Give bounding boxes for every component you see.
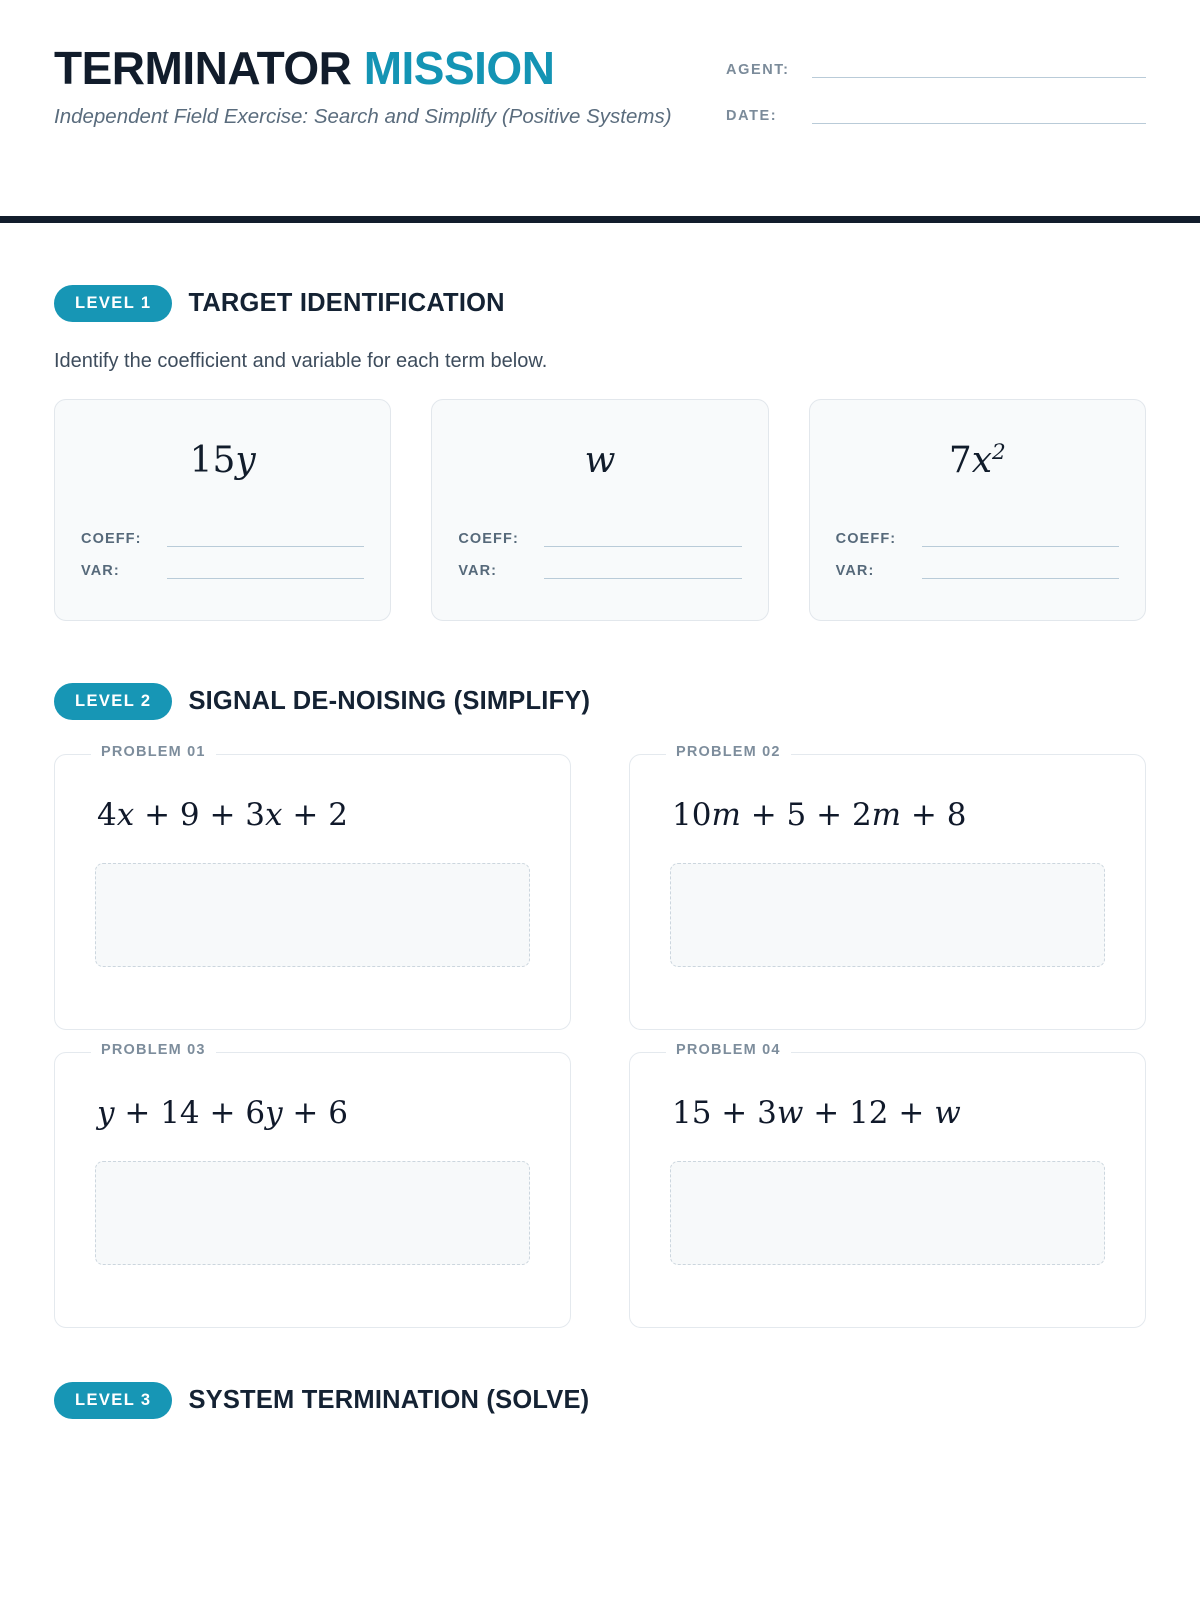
agent-input[interactable] xyxy=(812,58,1146,78)
title-main: TERMINATOR xyxy=(54,42,352,94)
var-label: VAR: xyxy=(835,563,875,579)
problem-expression: 10m + 5 + 2m + 8 xyxy=(672,797,967,833)
problem-legend: PROBLEM 03 xyxy=(91,1042,216,1058)
level1-badge: LEVEL 1 xyxy=(54,285,172,322)
brand-block xyxy=(54,44,672,132)
var-label: VAR: xyxy=(81,563,120,579)
page-header xyxy=(54,0,1146,150)
level3-header xyxy=(54,1382,1146,1419)
level2-header xyxy=(54,683,1146,720)
level2-problem-grid xyxy=(54,744,1146,1328)
problem-legend: PROBLEM 01 xyxy=(91,744,216,760)
var-field-row xyxy=(81,561,364,579)
date-field-row xyxy=(726,104,1146,124)
answer-input[interactable] xyxy=(95,863,530,967)
term-expression: $7x^2$ xyxy=(948,440,1006,481)
level1-term-row xyxy=(54,399,1146,621)
problem-expression: 15 + 3w + 12 + w xyxy=(672,1095,961,1131)
problem-legend: PROBLEM 02 xyxy=(666,744,791,760)
problem-card xyxy=(629,744,1146,1030)
term-card xyxy=(809,399,1146,621)
answer-input[interactable] xyxy=(670,863,1105,967)
coeff-label: COEFF: xyxy=(458,531,519,547)
var-field-row xyxy=(836,561,1119,579)
agent-field-row xyxy=(726,58,1146,78)
level1-title: TARGET IDENTIFICATION xyxy=(188,289,505,317)
problem-card xyxy=(54,1042,571,1328)
coeff-input[interactable] xyxy=(167,529,364,547)
var-label: VAR: xyxy=(458,563,498,579)
term-expression: w xyxy=(584,440,616,481)
coeff-field-row xyxy=(458,529,741,547)
term-expression: 15y xyxy=(189,440,256,481)
date-label: DATE: xyxy=(726,108,778,124)
coeff-label: COEFF: xyxy=(81,531,142,547)
var-input[interactable] xyxy=(544,561,741,579)
level1-header xyxy=(54,285,1146,322)
level2-title: SIGNAL DE-NOISING (SIMPLIFY) xyxy=(188,687,591,715)
problem-card xyxy=(54,744,571,1030)
title-accent: MISSION xyxy=(363,42,555,94)
agent-label: AGENT: xyxy=(726,62,790,78)
level3-badge: LEVEL 3 xyxy=(54,1382,172,1419)
coeff-field-row xyxy=(836,529,1119,547)
answer-input[interactable] xyxy=(670,1161,1105,1265)
problem-card xyxy=(629,1042,1146,1328)
page-subtitle: Independent Field Exercise: Search and Simplify (Positive Systems) xyxy=(54,105,672,129)
date-input[interactable] xyxy=(812,104,1146,124)
level2-badge: LEVEL 2 xyxy=(54,683,172,720)
level3-title: SYSTEM TERMINATION (SOLVE) xyxy=(188,1386,590,1414)
term-card xyxy=(431,399,768,621)
problem-expression: y + 14 + 6y + 6 xyxy=(97,1095,348,1131)
term-card xyxy=(54,399,391,621)
coeff-input[interactable] xyxy=(544,529,741,547)
header-meta xyxy=(726,44,1146,150)
coeff-field-row xyxy=(81,529,364,547)
problem-expression: 4x + 9 + 3x + 2 xyxy=(97,797,348,833)
var-input[interactable] xyxy=(922,561,1119,579)
var-field-row xyxy=(458,561,741,579)
level1-instruction: Identify the coefficient and variable for each term below. xyxy=(54,350,548,372)
page-title xyxy=(54,44,672,92)
var-input[interactable] xyxy=(167,561,364,579)
problem-legend: PROBLEM 04 xyxy=(666,1042,791,1058)
header-divider xyxy=(0,216,1200,223)
coeff-input[interactable] xyxy=(922,529,1119,547)
answer-input[interactable] xyxy=(95,1161,530,1265)
coeff-label: COEFF: xyxy=(835,531,897,547)
